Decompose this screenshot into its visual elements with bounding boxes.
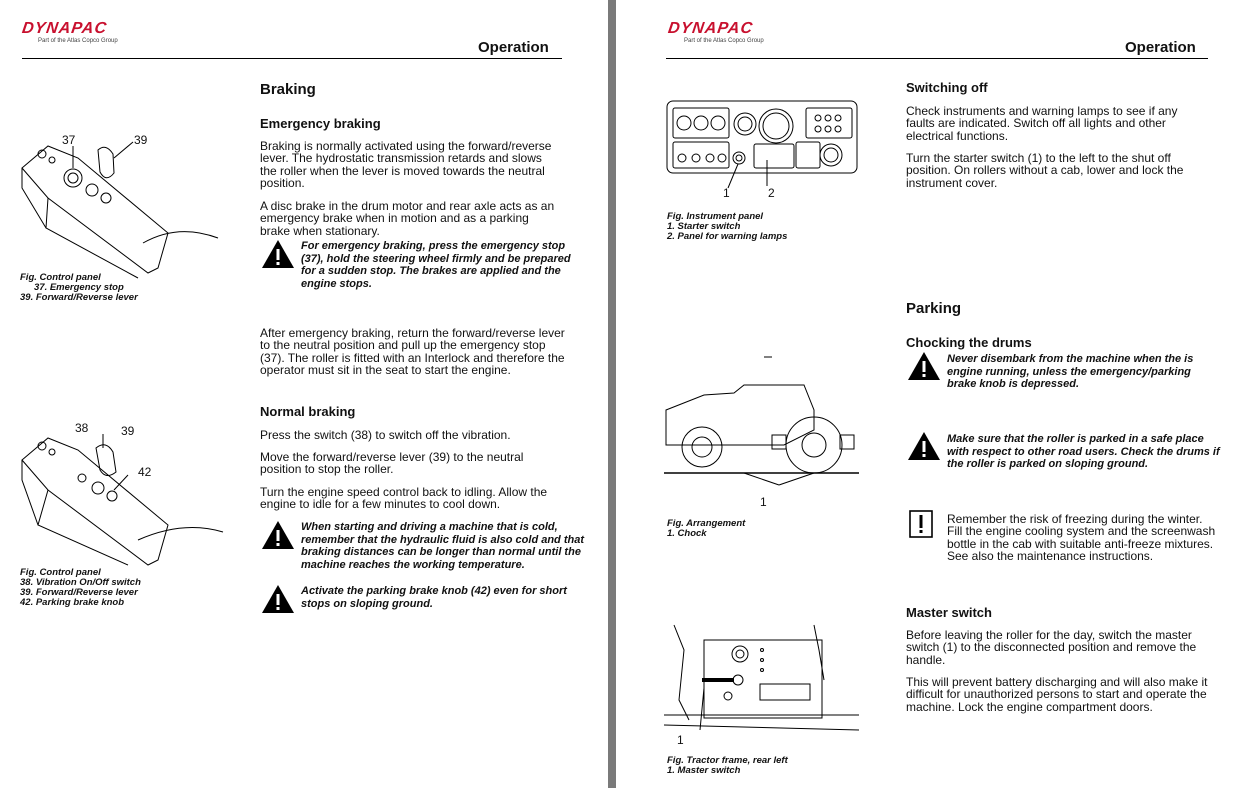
control-panel-illustration-1 bbox=[18, 128, 233, 278]
switching-off-para-1: Check instruments and warning lamps to see if any faults are indicated. Switch off all lights and other electrical functions. bbox=[906, 104, 1178, 143]
section-title-parking: Parking bbox=[906, 300, 962, 317]
callout-39-fig2: 39 bbox=[121, 424, 135, 438]
control-panel-illustration-2 bbox=[18, 420, 233, 570]
normal-para-2: Move the forward/reverse lever (39) to the neutral position to stop the roller. bbox=[260, 450, 524, 477]
notice-exclamation-icon bbox=[909, 510, 935, 540]
page-header-title: Operation bbox=[1125, 39, 1196, 56]
emergency-warning: For emergency braking, press the emergency stop (37), hold the steering wheel firmly and be prepared for a sudden stop. The brakes are applied and the engine stops. bbox=[301, 240, 571, 290]
cold-machine-warning: When starting and driving a machine that is cold, remember that the hydraulic fluid is also cold and that braking distances can be longer than normal until the machine reaches the working temperature. bbox=[301, 521, 584, 571]
heading-chocking-drums: Chocking the drums bbox=[906, 335, 1032, 350]
tractor-frame-illustration bbox=[664, 620, 859, 750]
fig-tractor-caption-item-1: 1. Master switch bbox=[667, 765, 741, 776]
fig-instrument-caption-item-1: 1. Starter switch bbox=[667, 221, 741, 232]
freezing-notice: Remember the risk of freezing during the winter. Fill the engine cooling system and the screenwash bottle in the cab with suitable anti-freeze mixtures. See also the maintenance instructions. bbox=[947, 512, 1216, 563]
emergency-para-2: A disc brake in the drum motor and rear axle acts as an emergency brake when in motion and as a parking brake when stationary. bbox=[260, 199, 555, 238]
fig-instrument-caption-title: Fig. Instrument panel bbox=[667, 211, 764, 222]
fig1-caption-item-39: 39. Forward/Reverse lever bbox=[20, 292, 138, 303]
emergency-para-3: After emergency braking, return the forward/reverse lever to the neutral position and pull up the emergency stop (37). The roller is fitted with an Interlock and therefore the operator must sit in the seat to start the engine. bbox=[260, 326, 565, 377]
callout-2-warning-lamps: 2 bbox=[768, 186, 775, 200]
fig2-caption-item-38: 38. Vibration On/Off switch bbox=[20, 577, 141, 588]
normal-para-3: Turn the engine speed control back to idling. Allow the engine to idle for a few minutes to cool down. bbox=[260, 485, 548, 512]
callout-38: 38 bbox=[75, 421, 89, 435]
header-rule bbox=[22, 58, 562, 59]
callout-39: 39 bbox=[134, 133, 148, 147]
section-title-braking: Braking bbox=[260, 81, 316, 98]
fig2-caption-item-39: 39. Forward/Reverse lever bbox=[20, 587, 138, 598]
fig1-caption-title: Fig. Control panel bbox=[20, 272, 101, 283]
normal-para-1: Press the switch (38) to switch off the vibration. bbox=[260, 428, 511, 442]
roller-chock-illustration bbox=[664, 355, 859, 500]
parking-brake-warning: Activate the parking brake knob (42) even for short stops on sloping ground. bbox=[301, 585, 567, 610]
page-gutter bbox=[608, 0, 616, 788]
header-rule bbox=[666, 58, 1208, 59]
master-switch-para-2: This will prevent battery discharging and will also make it difficult for unauthorized persons to start and operate the machine. Lock the engine compartment doors. bbox=[906, 675, 1208, 714]
warning-icon bbox=[260, 238, 296, 270]
left-page bbox=[0, 0, 608, 788]
callout-42: 42 bbox=[138, 465, 152, 479]
heading-switching-off: Switching off bbox=[906, 80, 988, 95]
disembark-warning: Never disembark from the machine when the is engine running, unless the emergency/parking brake knob is depressed. bbox=[947, 353, 1194, 390]
fig1-caption-item-37: 37. Emergency stop bbox=[34, 282, 124, 293]
heading-normal-braking: Normal braking bbox=[260, 404, 356, 419]
fig-instrument-caption-item-2: 2. Panel for warning lamps bbox=[667, 231, 788, 242]
page-header-title: Operation bbox=[478, 39, 549, 56]
dynapac-logo: DYNAPAC bbox=[666, 20, 755, 37]
fig-tractor-caption-title: Fig. Tractor frame, rear left bbox=[667, 755, 788, 766]
switching-off-para-2: Turn the starter switch (1) to the left to the shut off position. On rollers without a cab, lower and lock the instrument cover. bbox=[906, 151, 1184, 190]
fig2-caption-title: Fig. Control panel bbox=[20, 567, 101, 578]
dynapac-logo: DYNAPAC bbox=[20, 20, 109, 37]
callout-1-starter: 1 bbox=[723, 186, 730, 200]
safe-parking-warning: Make sure that the roller is parked in a safe place with respect to other road users. Check the drums if the roller is parked on sloping ground. bbox=[947, 433, 1220, 470]
warning-icon bbox=[906, 350, 942, 382]
logo-tagline: Part of the Atlas Copco Group bbox=[38, 38, 118, 44]
fig-arrangement-caption-title: Fig. Arrangement bbox=[667, 518, 746, 529]
fig-arrangement-caption-item-1: 1. Chock bbox=[667, 528, 707, 539]
instrument-panel-illustration bbox=[666, 100, 861, 200]
callout-1-master-switch: 1 bbox=[677, 733, 684, 747]
warning-icon bbox=[906, 430, 942, 462]
right-page bbox=[616, 0, 1251, 788]
warning-icon bbox=[260, 583, 296, 615]
fig2-caption-item-42: 42. Parking brake knob bbox=[20, 597, 125, 608]
master-switch-para-1: Before leaving the roller for the day, switch the master switch (1) to the disconnected position and remove the handle. bbox=[906, 628, 1197, 667]
heading-master-switch: Master switch bbox=[906, 605, 992, 620]
emergency-para-1: Braking is normally activated using the forward/reverse lever. The hydrostatic transmission retards and slows the roller when the lever is moved towards the neutral position. bbox=[260, 139, 552, 190]
callout-1-chock: 1 bbox=[760, 495, 767, 509]
logo-tagline: Part of the Atlas Copco Group bbox=[684, 38, 764, 44]
callout-37: 37 bbox=[62, 133, 76, 147]
warning-icon bbox=[260, 519, 296, 551]
heading-emergency-braking: Emergency braking bbox=[260, 116, 381, 131]
